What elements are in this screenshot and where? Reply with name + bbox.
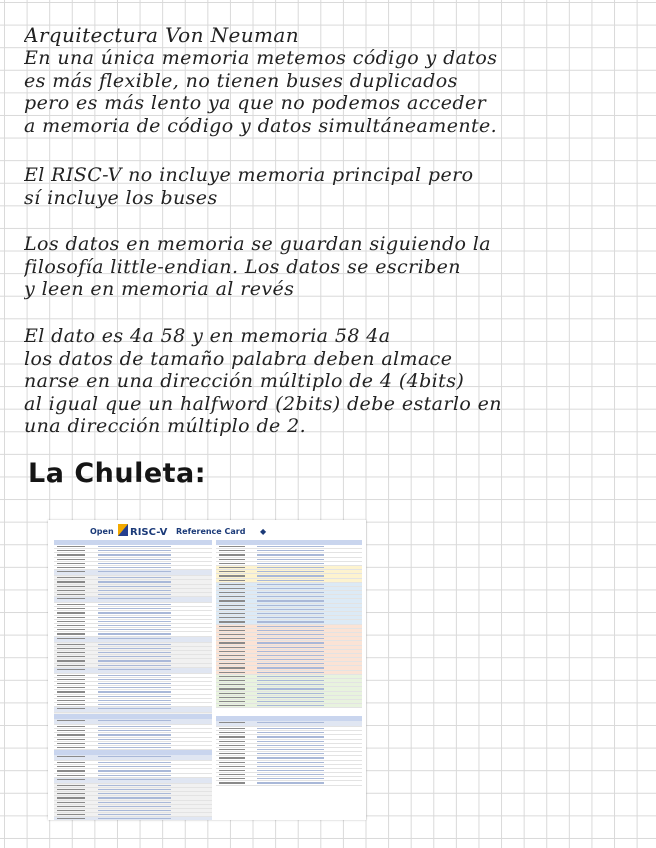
paragraph-alignment bbox=[24, 325, 640, 438]
text-line: narse en una dirección múltiplo de 4 (4bits) bbox=[24, 370, 465, 393]
header-open-label: Open bbox=[90, 527, 114, 536]
header-diamond-icon: ◆ bbox=[260, 527, 267, 536]
text-line: y leen en memoria al revés bbox=[24, 278, 295, 301]
paragraph-riscv-buses bbox=[24, 164, 640, 209]
text-line: los datos de tamaño palabra deben almace bbox=[24, 347, 453, 370]
table-row bbox=[216, 781, 362, 785]
page-title bbox=[24, 24, 640, 47]
text-line: En una única memoria metemos código y datos bbox=[24, 47, 498, 69]
directives-table bbox=[54, 750, 212, 816]
reference-card-header bbox=[48, 524, 366, 540]
paragraph-little-endian bbox=[24, 233, 640, 301]
text-line: filosofía little-endian. Los datos se escriben bbox=[24, 255, 461, 278]
text-line: El dato es 4a 58 y en memoria 58 4a bbox=[24, 325, 391, 347]
chuleta-heading: La Chuleta: bbox=[28, 458, 207, 489]
text-line: es más flexible, no tienen buses duplicados bbox=[24, 69, 458, 92]
riscv-logo-icon bbox=[118, 524, 128, 536]
text-line: El RISC-V no incluye memoria principal pero bbox=[24, 164, 474, 186]
table-row bbox=[54, 817, 212, 820]
base-integer-instructions-table bbox=[54, 540, 212, 710]
title-line: Arquitectura Von Neuman bbox=[24, 24, 299, 47]
paragraph-von-neuman bbox=[24, 47, 640, 137]
instruction-formats-table bbox=[54, 714, 212, 744]
header-reference-card-label: Reference Card bbox=[176, 527, 246, 536]
text-line: a memoria de código y datos simultáneamente. bbox=[24, 114, 498, 137]
text-line: sí incluye los buses bbox=[24, 186, 218, 209]
riscv-reference-card bbox=[48, 520, 366, 820]
registers-table bbox=[216, 540, 362, 710]
text-line: al igual que un halfword (2bits) debe estarlo en bbox=[24, 392, 502, 415]
text-line: Los datos en memoria se guardan siguiendo la bbox=[24, 233, 492, 255]
pseudo-instructions-table bbox=[216, 716, 362, 776]
text-line: una dirección múltiplo de 2. bbox=[24, 415, 307, 438]
text-line: pero es más lento ya que no podemos acceder bbox=[24, 92, 487, 115]
header-riscv-label: RISC-V bbox=[130, 527, 168, 538]
table-row bbox=[216, 704, 362, 708]
